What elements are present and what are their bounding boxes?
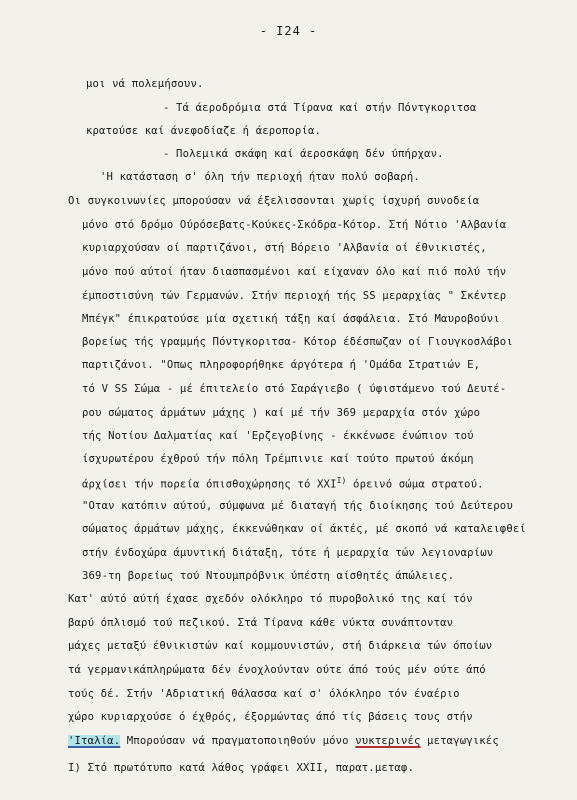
- text-line: μάχες μεταξύ έθνικιστών καί κομμουνιστών, στή διάρκεια τών όποίων: [68, 640, 493, 652]
- text-line: βορείως τής γραμμής Πόντγκοριτσα- Κότορ έδέσπωζαν οί Γιουγκοσλάβοι: [82, 336, 513, 348]
- text-line: Οι συγκοινωνίες μπορούσαν νά έξελισσονται χωρίς ίσχυρή συνοδεία: [68, 195, 480, 207]
- text-line: - Πολεμικά σκάφη καί άεροσκάφη δέν ύπήρχαν.: [163, 148, 444, 160]
- text-line: σώματος άρμάτων μάχης, έκκενώθηκαν οί άκτές, μέ σκοπό νά καταλειφθεί: [82, 523, 526, 535]
- text-line: τούς δέ. Στήν 'Αδριατική θάλασσα καί σ' όλόκληρο τόν έναέριο: [68, 688, 460, 700]
- text-line: Μπέγκ" έπικρατούσε μία σχετική τάξη καί άσφάλεια. Στό Μαυροβούνι: [82, 313, 500, 325]
- text-line: τό V SS Σώμα - μέ έπιτελείο στό Σαράγιεβο ( ύφιστάμενο τού Δευτέ-: [82, 383, 507, 395]
- highlighted-word: 'Ιταλία.: [68, 735, 121, 747]
- text-line: "Οταν κατόπιν αύτού, σύμφωνα μέ διαταγή τής διοίκησης τού Δεύτερου: [82, 500, 513, 512]
- text-line: χώρο κυριαρχούσε ό έχθρός, έξορμώντας άπό τίς βάσεις τους στήν: [68, 711, 473, 723]
- text-line: Κατ' αύτό αύτή έχασε σχεδόν ολόκληρο τό πυροβολικό της καί τόν: [68, 593, 473, 605]
- text-line: κυριαρχούσαν οί παρτιζάνοι, στή Βόρειο 'Αλβανία οί έθνικιστές,: [82, 242, 487, 254]
- text-line: τής Νοτίου Δαλματίας καί 'Ερζεγοβίνης - έκκένωσε ένώπιον τού: [82, 430, 474, 442]
- underlined-word: νυκτερινές: [355, 735, 421, 747]
- text-line: μοι νά πολεμήσουν.: [86, 78, 204, 90]
- text-line: στήν ένδοχώρα άμυντική διάταξη, τότε ή μεραρχία τών λεγιοναρίων: [82, 547, 494, 559]
- text-line: παρτιζάνοι. "Οπως πληροφορήθηκε άργότερα ή 'Ομάδα Στρατιών Ε,: [82, 359, 481, 371]
- text-line: βαρύ όπλισμό τού πεζικού. Στά Τίρανα κάθε νύκτα συνάπτονταν: [68, 617, 454, 629]
- text-line: 369-τη βορείως τού Ντουμπρόβνικ ύπέστη αίσθητές άπώλειες.: [82, 570, 455, 582]
- text-line: 'Η κατάσταση σ' όλη τήν περιοχή ήταν πολύ σοβαρή.: [100, 171, 420, 183]
- footnote-marker: I): [336, 476, 347, 485]
- text-line: ίσχυρωτέρου έχθρού τήν πόλη Τρέμπινιε καί τούτο πρωτού άκόμη: [82, 453, 474, 465]
- text-line: 'Ιταλία. Μπορούσαν νά πραγματοποιηθούν μόνο νυκτερινές μεταγωγικές: [68, 735, 499, 747]
- text-line: άρχίσει τήν πορεία όπισθοχώρησης τό $XXI^{I)}$ όρεινό σώμα στρατού.: [82, 476, 484, 491]
- text-line: - Τά άεροδρόμια στά Τίρανα καί στήν Πόντγκοριτσα: [163, 102, 477, 114]
- footnote: I) Στό πρωτότυπο κατά λάθος γράφει XXII, παρατ.μεταφ.: [68, 762, 414, 774]
- text-line: κρατούσε καί άνεφοδίαζε ή άεροπορία.: [86, 125, 322, 137]
- text-line: έμποστισύνη τών Γερμανών. Στήν περιοχή τής SS μεραρχίας " Σκέντερ: [82, 290, 507, 302]
- text-line: ρου σώματος άρμάτων μάχης ) καί μέ τήν 369 μεραρχία στόν χώρο: [82, 407, 481, 419]
- text-line: μόνο πού αύτοί ήταν διασπασμένοι καί είχαναν όλο καί πιό πολύ τήν: [82, 266, 507, 278]
- text-line: μόνο στό δρόμο Ούρόσεβατς-Κούκες-Σκόδρα-Κότορ. Στή Νότιο 'Αλβανία: [82, 219, 507, 231]
- text-line: τά γερμανικάπληρώματα δέν ένοχλούνταν ούτε άπό τούς μέν ούτε άπό: [68, 664, 486, 676]
- page-number: - I24 -: [259, 24, 318, 38]
